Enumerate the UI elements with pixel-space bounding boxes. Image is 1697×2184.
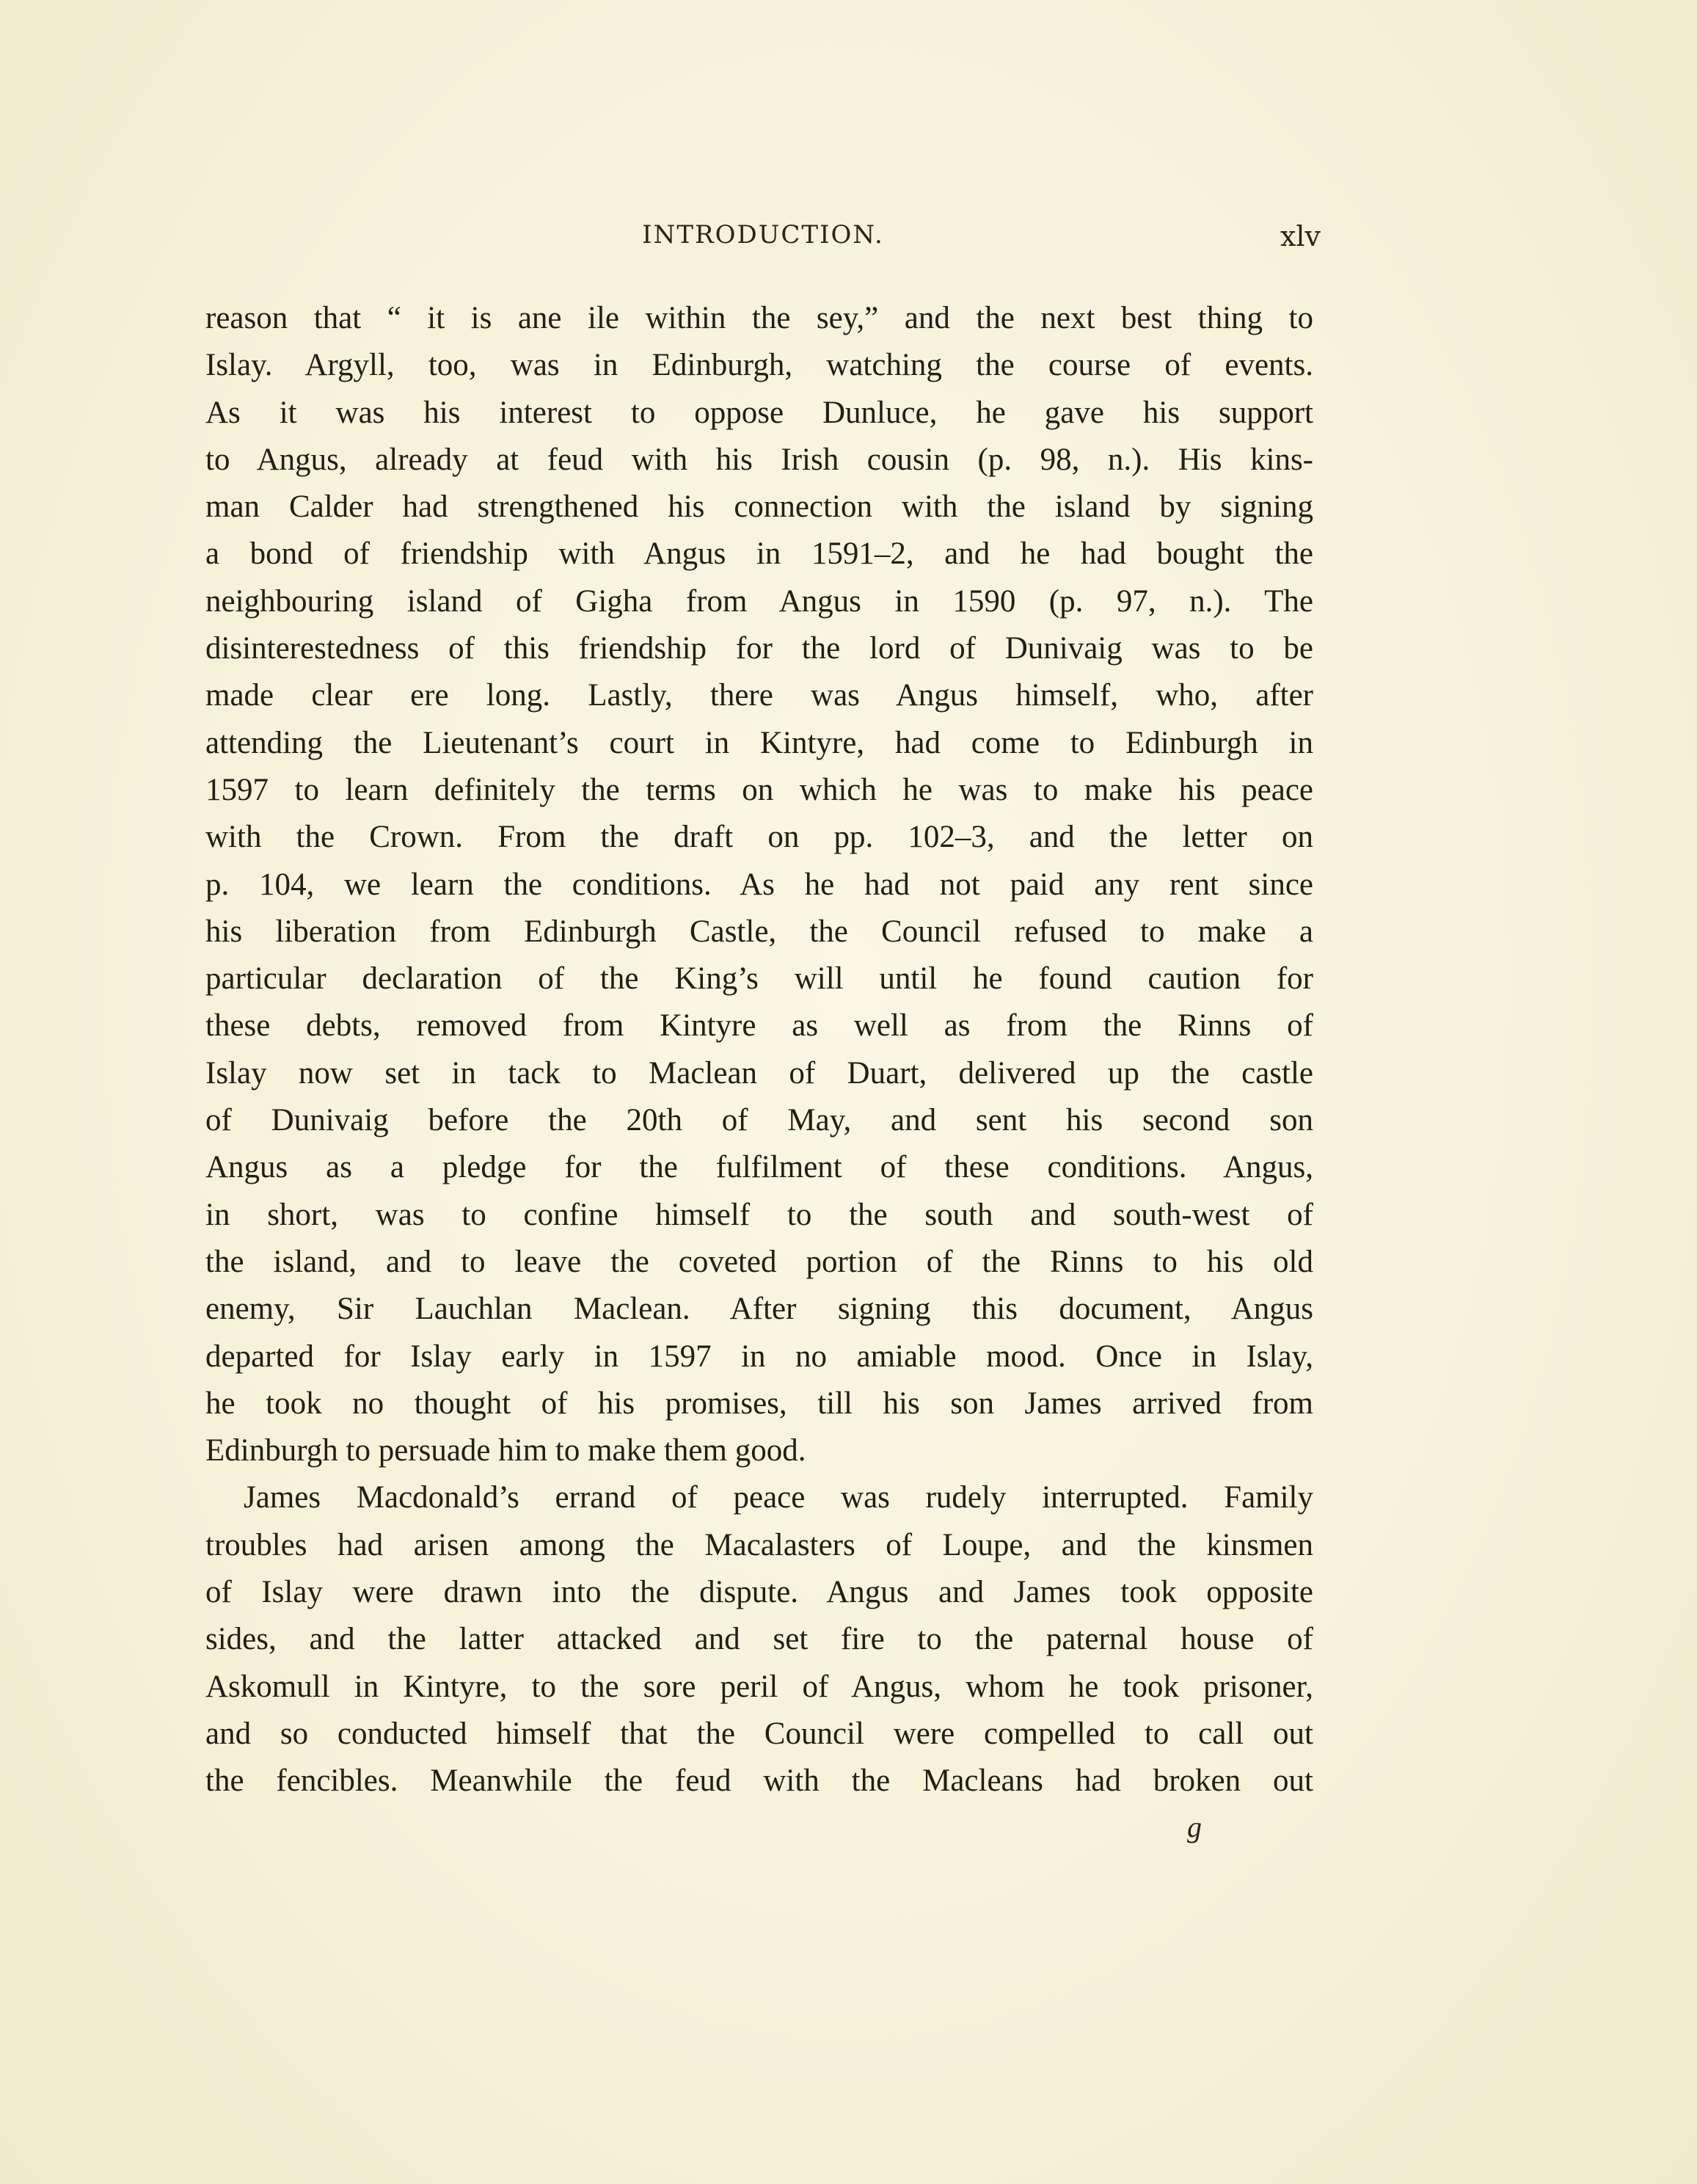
text-line: in short, was to confine himself to the south and south-west of [205, 1197, 1313, 1232]
running-head [205, 214, 1321, 258]
text-line: Islay now set in tack to Maclean of Duart, delivered up the castle [205, 1055, 1313, 1091]
signature-mark: g [1187, 1810, 1202, 1843]
text-line: troubles had arisen among the Macalasters of Loupe, and the kinsmen [205, 1527, 1313, 1562]
text-line: 1597 to learn definitely the terms on which he was to make his peace [205, 772, 1313, 807]
text-line: these debts, removed from Kintyre as well as from the Rinns of [205, 1008, 1313, 1044]
text-line: Askomull in Kintyre, to the sore peril of Angus, whom he took prisoner, [205, 1669, 1313, 1704]
text-line: attending the Lieutenant’s court in Kintyre, had come to Edinburgh in [205, 725, 1313, 760]
text-line: his liberation from Edinburgh Castle, the Council refused to make a [205, 914, 1313, 949]
text-line: with the Crown. From the draft on pp. 102–3, and the letter on [205, 820, 1313, 855]
text-line: the fencibles. Meanwhile the feud with the Macleans had broken out [205, 1763, 1313, 1799]
text-line: As it was his interest to oppose Dunluce, he gave his support [205, 395, 1313, 430]
paragraph [205, 295, 1313, 1474]
text-line: and so conducted himself that the Council were compelled to call out [205, 1716, 1313, 1751]
text-line: reason that “ it is ane ile within the sey,” and the next best thing to [205, 301, 1313, 335]
text-line: a bond of friendship with Angus in 1591–2, and he had bought the [205, 536, 1313, 572]
text-line: particular declaration of the King’s will until he found caution for [205, 961, 1313, 997]
text-line: neighbouring island of Gigha from Angus in 1590 (p. 97, n.). The [205, 583, 1313, 619]
text-line: to Angus, already at feud with his Irish cousin (p. 98, n.). His kins- [205, 442, 1313, 477]
text-line: James Macdonald’s errand of peace was rudely interrupted. Family [244, 1480, 1313, 1515]
paragraph [205, 1474, 1313, 1805]
running-title: INTRODUCTION. [642, 220, 884, 250]
text-line: man Calder had strengthened his connection with the island by signing [205, 489, 1313, 525]
text-line: of Islay were drawn into the dispute. Angus and James took opposite [205, 1575, 1313, 1610]
text-line: Angus as a pledge for the fulfilment of these conditions. Angus, [205, 1150, 1313, 1185]
text-line: he took no thought of his promises, till his son James arrived from [205, 1386, 1313, 1421]
text-line: p. 104, we learn the conditions. As he had not paid any rent since [205, 867, 1313, 902]
text-line: departed for Islay early in 1597 in no amiable mood. Once in Islay, [205, 1339, 1313, 1374]
text-line: Islay. Argyll, too, was in Edinburgh, watching the course of events. [205, 348, 1313, 383]
body-text [205, 295, 1313, 1805]
text-line: Edinburgh to persuade him to make them good. [205, 1433, 806, 1468]
page-number: xlv [1280, 220, 1321, 252]
text-line: disinterestedness of this friendship for the lord of Dunivaig was to be [205, 631, 1313, 666]
text-line: of Dunivaig before the 20th of May, and sent his second son [205, 1103, 1313, 1138]
text-line: made clear ere long. Lastly, there was Angus himself, who, after [205, 678, 1313, 713]
text-line: sides, and the latter attacked and set fire to the paternal house of [205, 1622, 1313, 1657]
text-line: the island, and to leave the coveted portion of the Rinns to his old [205, 1244, 1313, 1279]
text-line: enemy, Sir Lauchlan Maclean. After signing this document, Angus [205, 1292, 1313, 1327]
